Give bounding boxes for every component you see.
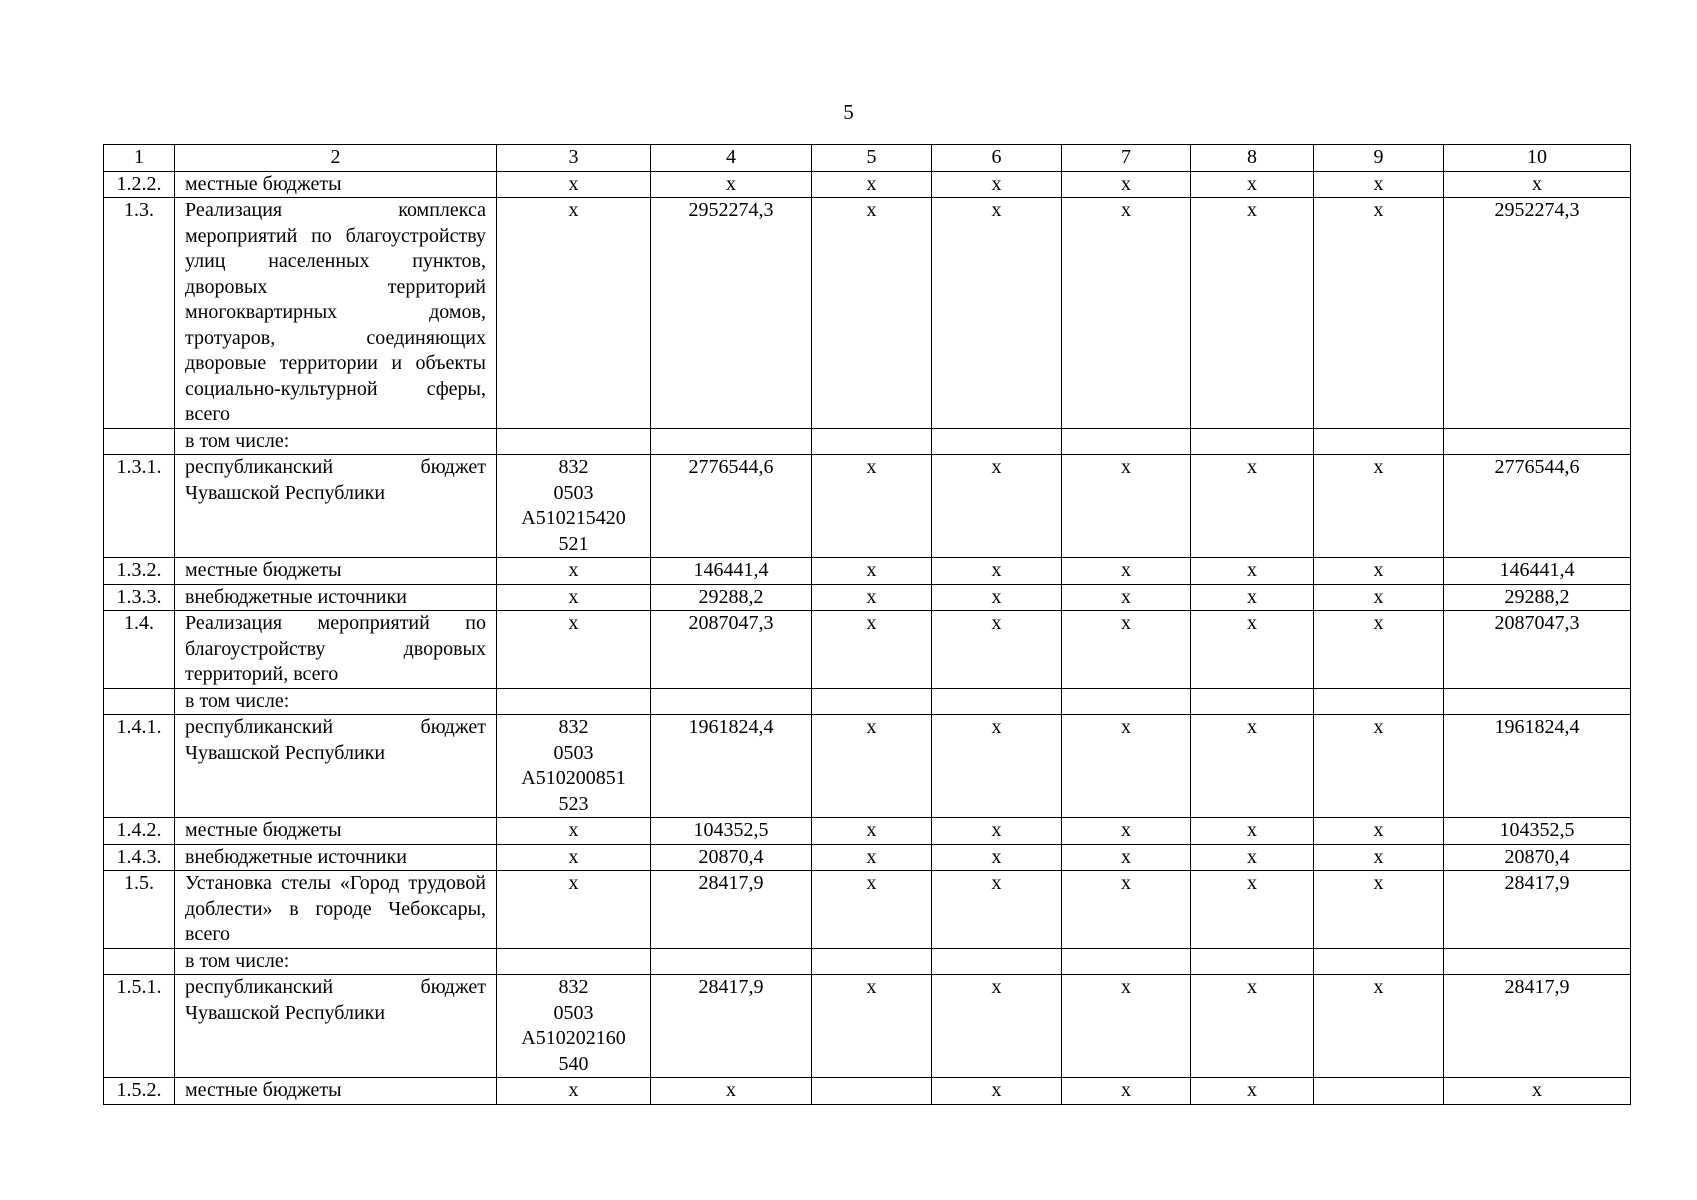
value-cell: 20870,4 <box>651 844 812 871</box>
value-cell <box>932 948 1062 975</box>
value-cell: x <box>932 611 1062 689</box>
header-cell: 8 <box>1191 145 1314 172</box>
row-number: 1.2.2. <box>104 171 175 198</box>
value-cell: x <box>932 455 1062 558</box>
header-cell: 1 <box>104 145 175 172</box>
value-cell: x <box>1191 455 1314 558</box>
budget-code-cell: x <box>497 584 651 611</box>
row-description: внебюджетные источники <box>175 584 497 611</box>
header-cell: 6 <box>932 145 1062 172</box>
row-description: республиканский бюджет Чувашской Республики <box>175 715 497 818</box>
value-cell: 29288,2 <box>1444 584 1631 611</box>
header-cell: 10 <box>1444 145 1631 172</box>
row-number: 1.5.1. <box>104 975 175 1078</box>
value-cell: x <box>1062 715 1191 818</box>
table-body <box>104 145 1631 1105</box>
row-description: Реализация мероприятий по благоустройству дворовых территорий, всего <box>175 611 497 689</box>
value-cell: 28417,9 <box>651 871 812 949</box>
row-description: Реализация комплекса мероприятий по благоустройству улиц населенных пунктов, дворовых территорий многоквартирных домов, тротуаров, соединяющих дворовые территории и объекты социально-культурной сферы, всего <box>175 198 497 429</box>
value-cell: 2952274,3 <box>1444 198 1631 429</box>
budget-code-cell: x <box>497 844 651 871</box>
value-cell: 146441,4 <box>651 558 812 585</box>
value-cell: x <box>932 818 1062 845</box>
value-cell <box>812 428 932 455</box>
table-row <box>104 948 1631 975</box>
value-cell <box>1062 948 1191 975</box>
value-cell: x <box>1444 171 1631 198</box>
row-number: 1.3.3. <box>104 584 175 611</box>
row-description: местные бюджеты <box>175 818 497 845</box>
value-cell: x <box>1314 975 1444 1078</box>
row-description: республиканский бюджет Чувашской Республики <box>175 975 497 1078</box>
value-cell: x <box>1191 871 1314 949</box>
value-cell: x <box>1062 611 1191 689</box>
value-cell: x <box>932 171 1062 198</box>
header-cell: 5 <box>812 145 932 172</box>
value-cell: 146441,4 <box>1444 558 1631 585</box>
value-cell: x <box>1314 198 1444 429</box>
budget-code-cell <box>497 428 651 455</box>
row-description: местные бюджеты <box>175 558 497 585</box>
value-cell: x <box>932 975 1062 1078</box>
value-cell <box>1314 948 1444 975</box>
value-cell: x <box>1314 611 1444 689</box>
value-cell: x <box>651 1078 812 1105</box>
header-cell: 2 <box>175 145 497 172</box>
budget-code-cell: x <box>497 198 651 429</box>
value-cell <box>651 428 812 455</box>
value-cell: 28417,9 <box>1444 871 1631 949</box>
table-row <box>104 1078 1631 1105</box>
value-cell: 2087047,3 <box>1444 611 1631 689</box>
row-number: 1.5. <box>104 871 175 949</box>
row-description: внебюджетные источники <box>175 844 497 871</box>
value-cell: 2776544,6 <box>1444 455 1631 558</box>
table-row <box>104 558 1631 585</box>
value-cell: 1961824,4 <box>651 715 812 818</box>
row-description: в том числе: <box>175 948 497 975</box>
row-description: местные бюджеты <box>175 171 497 198</box>
value-cell <box>1444 688 1631 715</box>
value-cell <box>1444 428 1631 455</box>
value-cell: x <box>1062 818 1191 845</box>
row-number: 1.4.2. <box>104 818 175 845</box>
value-cell: x <box>1191 611 1314 689</box>
row-number: 1.3. <box>104 198 175 429</box>
table-row <box>104 428 1631 455</box>
table-row <box>104 844 1631 871</box>
value-cell: x <box>812 584 932 611</box>
value-cell: x <box>1314 715 1444 818</box>
budget-code-cell <box>497 948 651 975</box>
value-cell: x <box>932 584 1062 611</box>
value-cell <box>651 688 812 715</box>
value-cell <box>1314 428 1444 455</box>
page-number: 5 <box>843 100 854 124</box>
value-cell: x <box>812 975 932 1078</box>
value-cell: x <box>1314 171 1444 198</box>
budget-code-cell: x <box>497 611 651 689</box>
value-cell: x <box>1314 871 1444 949</box>
table-row <box>104 171 1631 198</box>
row-number: 1.5.2. <box>104 1078 175 1105</box>
value-cell: x <box>1191 715 1314 818</box>
value-cell: x <box>932 715 1062 818</box>
header-row <box>104 145 1631 172</box>
value-cell: x <box>1191 1078 1314 1105</box>
value-cell <box>1314 1078 1444 1105</box>
value-cell: x <box>1062 455 1191 558</box>
value-cell: x <box>1314 818 1444 845</box>
value-cell: x <box>812 844 932 871</box>
value-cell: x <box>1191 558 1314 585</box>
value-cell: x <box>1062 171 1191 198</box>
value-cell: x <box>1444 1078 1631 1105</box>
budget-code-cell: 832 0503 А510200851 523 <box>497 715 651 818</box>
table-row <box>104 871 1631 949</box>
budget-table <box>103 144 1631 1105</box>
table-row <box>104 611 1631 689</box>
row-description: в том числе: <box>175 428 497 455</box>
value-cell: x <box>1314 558 1444 585</box>
table-row <box>104 198 1631 429</box>
value-cell: x <box>1314 844 1444 871</box>
header-cell: 9 <box>1314 145 1444 172</box>
value-cell: x <box>1062 975 1191 1078</box>
row-number <box>104 428 175 455</box>
value-cell: 20870,4 <box>1444 844 1631 871</box>
value-cell: x <box>932 1078 1062 1105</box>
value-cell: x <box>812 818 932 845</box>
value-cell <box>1062 428 1191 455</box>
value-cell: x <box>812 611 932 689</box>
value-cell <box>1444 948 1631 975</box>
budget-code-cell: x <box>497 1078 651 1105</box>
budget-code-cell: x <box>497 171 651 198</box>
value-cell <box>1062 688 1191 715</box>
value-cell <box>812 948 932 975</box>
value-cell: 28417,9 <box>1444 975 1631 1078</box>
value-cell: x <box>1314 455 1444 558</box>
budget-code-cell <box>497 688 651 715</box>
value-cell: x <box>1314 584 1444 611</box>
value-cell <box>1191 428 1314 455</box>
table-row <box>104 584 1631 611</box>
value-cell <box>812 688 932 715</box>
budget-code-cell: 832 0503 А510215420 521 <box>497 455 651 558</box>
budget-code-cell: x <box>497 558 651 585</box>
value-cell: x <box>1062 844 1191 871</box>
value-cell: x <box>932 844 1062 871</box>
value-cell <box>932 688 1062 715</box>
table-row <box>104 715 1631 818</box>
row-number: 1.3.2. <box>104 558 175 585</box>
value-cell: x <box>1191 584 1314 611</box>
budget-code-cell: x <box>497 871 651 949</box>
value-cell: x <box>1191 975 1314 1078</box>
value-cell: 2952274,3 <box>651 198 812 429</box>
row-number: 1.4. <box>104 611 175 689</box>
value-cell: 1961824,4 <box>1444 715 1631 818</box>
value-cell: x <box>1191 198 1314 429</box>
row-number: 1.4.1. <box>104 715 175 818</box>
row-number: 1.3.1. <box>104 455 175 558</box>
value-cell: x <box>812 455 932 558</box>
value-cell: x <box>1062 198 1191 429</box>
value-cell: 29288,2 <box>651 584 812 611</box>
row-description: Установка стелы «Город трудовой доблести» в городе Чебоксары, всего <box>175 871 497 949</box>
header-cell: 7 <box>1062 145 1191 172</box>
header-cell: 3 <box>497 145 651 172</box>
row-description: местные бюджеты <box>175 1078 497 1105</box>
value-cell: x <box>812 558 932 585</box>
table-row <box>104 455 1631 558</box>
budget-code-cell: x <box>497 818 651 845</box>
table-row <box>104 688 1631 715</box>
row-description: республиканский бюджет Чувашской Республики <box>175 455 497 558</box>
value-cell: x <box>1191 171 1314 198</box>
value-cell: x <box>1191 818 1314 845</box>
value-cell <box>651 948 812 975</box>
value-cell: x <box>932 198 1062 429</box>
value-cell: 104352,5 <box>1444 818 1631 845</box>
value-cell: x <box>812 171 932 198</box>
value-cell <box>812 1078 932 1105</box>
value-cell <box>1191 688 1314 715</box>
row-number: 1.4.3. <box>104 844 175 871</box>
header-cell: 4 <box>651 145 812 172</box>
table-row <box>104 975 1631 1078</box>
value-cell: x <box>1062 584 1191 611</box>
budget-code-cell: 832 0503 А510202160 540 <box>497 975 651 1078</box>
value-cell: x <box>812 871 932 949</box>
value-cell: x <box>932 871 1062 949</box>
value-cell <box>932 428 1062 455</box>
value-cell: 104352,5 <box>651 818 812 845</box>
value-cell: 28417,9 <box>651 975 812 1078</box>
value-cell <box>1314 688 1444 715</box>
table-row <box>104 818 1631 845</box>
value-cell: 2776544,6 <box>651 455 812 558</box>
value-cell: x <box>1062 871 1191 949</box>
value-cell: x <box>1062 1078 1191 1105</box>
value-cell: x <box>812 715 932 818</box>
value-cell: x <box>932 558 1062 585</box>
value-cell <box>1191 948 1314 975</box>
value-cell: x <box>812 198 932 429</box>
value-cell: x <box>1191 844 1314 871</box>
row-description: в том числе: <box>175 688 497 715</box>
row-number <box>104 688 175 715</box>
value-cell: x <box>651 171 812 198</box>
value-cell: x <box>1062 558 1191 585</box>
value-cell: 2087047,3 <box>651 611 812 689</box>
row-number <box>104 948 175 975</box>
